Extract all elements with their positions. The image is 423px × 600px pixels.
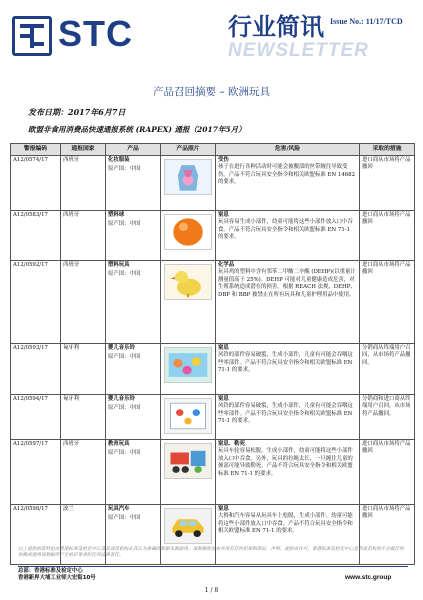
- hazard-cell: [216, 260, 360, 343]
- origin: 原产国：中国: [108, 271, 141, 278]
- photo-cell: [161, 394, 216, 439]
- header-hazard: 危害/风险: [216, 144, 360, 156]
- newsletter-cn-title: 行业简讯: [228, 13, 324, 41]
- footer-address: [18, 568, 96, 583]
- measure: 分销商和进口商从终端用户召回，从市场将产品撤回。: [360, 394, 415, 439]
- alert-code: A12/0593/17: [11, 343, 61, 394]
- product-name: 玩具汽车: [108, 505, 130, 512]
- hazard-cell: [216, 210, 360, 260]
- country: 西班牙: [61, 260, 106, 343]
- hazard-cell: [216, 155, 360, 210]
- product-name: 塑料球: [108, 211, 125, 218]
- country: 匈牙利: [61, 343, 106, 394]
- product-cell: [106, 439, 161, 504]
- table-row: [11, 260, 415, 343]
- hazard-description: 孩子在进行各种活动时可能会被腰部的丝带缠住导致受伤。产品不符合玩具安全指令和相关欧盟标准 EN 14682 的要求。: [218, 164, 356, 186]
- country: 西班牙: [61, 210, 106, 260]
- hazard-type: 窒息: [218, 344, 229, 351]
- alert-code: A12/0594/17: [11, 394, 61, 439]
- musical-mobile-photo: [164, 398, 212, 434]
- measure: 进口商从市场将产品撤回: [360, 504, 415, 564]
- country: 波兰: [61, 504, 106, 564]
- table-row: [11, 394, 415, 439]
- product-cell: [106, 210, 161, 260]
- product-cell: [106, 260, 161, 343]
- hazard-type: 化学品: [218, 261, 235, 268]
- header-measure: 采取的措施: [360, 144, 415, 156]
- hazard-type: 窒息: [218, 505, 229, 512]
- header-alert-code: 警报编码: [11, 144, 61, 156]
- origin: 原产国：中国: [108, 221, 141, 228]
- hazard-description: 大拇和汽车容易从玩具车上松脱，生成小部件，幼童可能将这些小部件放入口中吞食。产品不符合玩具安全指令和相关欧盟标准 EN 71-1 的要求。: [218, 513, 353, 535]
- alert-code: A12/0598/17: [11, 504, 61, 564]
- costume-photo: [164, 159, 212, 195]
- alert-code: A12/0583/17: [11, 210, 61, 260]
- issue-number: Issue No.: 11/17/TCD: [330, 17, 403, 26]
- educational-toy-photo: [164, 443, 212, 479]
- table-header-row: [11, 144, 415, 156]
- footer-street: 香港新界大埔工业邨大宏街10号: [18, 575, 96, 582]
- recall-table: [10, 143, 415, 565]
- photo-cell: [161, 439, 216, 504]
- hazard-type: 窒息: [218, 211, 229, 218]
- origin: 原产国：中国: [108, 515, 141, 522]
- country: 西班牙: [61, 155, 106, 210]
- page-number: 1 / 8: [204, 587, 219, 594]
- hazard-cell: [216, 343, 360, 394]
- photo-cell: [161, 343, 216, 394]
- photo-cell: [161, 260, 216, 343]
- table-row: [11, 155, 415, 210]
- origin: 原产国：中国: [108, 405, 141, 412]
- alert-code: A12/0592/17: [11, 260, 61, 343]
- alert-code: A12/0597/17: [11, 439, 61, 504]
- alert-code: A12/0574/17: [11, 155, 61, 210]
- origin: 原产国：中国: [108, 354, 141, 361]
- hazard-type: 窒息、勒死: [218, 440, 245, 447]
- table-row: [11, 343, 415, 394]
- measure: 进口商从市场将产品撤回: [360, 439, 415, 504]
- photo-cell: [161, 210, 216, 260]
- footer-divider: [18, 566, 408, 567]
- hazard-cell: [216, 439, 360, 504]
- product-cell: [106, 394, 161, 439]
- hazard-description: 玩具鸡的塑料中含有邻苯二甲酸二辛酯 (DEHP)(以重量计测量值高于 25%)。DEHP 可能对儿童健康造成危害，对生殖系统造成潜在的损害。根据 REACH 法规，DEHP、DBP 和 BBP 被禁止在所有玩具和儿童护理用品中使用。: [218, 269, 356, 298]
- measure: 分销商从终端用户召回，从市场将产品撤回。: [360, 343, 415, 394]
- table-row: [11, 210, 415, 260]
- header-country: 通报国家: [61, 144, 106, 156]
- product-name: 婴儿音乐铃: [108, 395, 135, 402]
- hazard-type: 窒息: [218, 395, 229, 402]
- hazard-description: 玩具车轮容易松脱，生成小部件，幼童可能将这些小部件放入口中吞食。另外，玩具的拉绳太长，一旦缠住儿童的颈部可能导致勒死。产品不符合玩具安全指令和相关欧盟标准 EN 71-1 的要求。: [218, 448, 353, 477]
- page-title: 产品召回摘要 – 欧洲玩具: [153, 86, 270, 98]
- ball-photo: [164, 214, 212, 250]
- country: 西班牙: [61, 439, 106, 504]
- newsletter-header: [0, 0, 423, 66]
- hazard-type: 受伤: [218, 156, 229, 163]
- rapex-subtitle: 欧盟非食用消费品快速通报系统 (RAPEX) 通报（2017年5月）: [28, 125, 246, 134]
- table-row: [11, 439, 415, 504]
- header-product: 产品: [106, 144, 161, 156]
- measure: 进口商从市场将产品撤回: [360, 210, 415, 260]
- disclaimer: 以上提供的资料是由香港标准及检定中心及其成员机构从其认为准确的数据来源取得。该数据的发布并没有任何担保和保证，声明、提供或许可。香港标准及检定中心及其成员机构不会就任何依赖或使用该数据所产生的后果承担任何法律责任。: [18, 547, 404, 559]
- product-name: 婴儿音乐铃: [108, 344, 135, 351]
- header-photo: 产品照片: [161, 144, 216, 156]
- toy-car-photo: [164, 508, 212, 544]
- product-cell: [106, 155, 161, 210]
- product-name: 教育玩具: [108, 440, 130, 447]
- product-name: 塑料玩具: [108, 261, 130, 268]
- origin: 原产国：中国: [108, 166, 141, 173]
- newsletter-en-title: NEWSLETTER: [228, 40, 369, 61]
- measure: 进口商从市场将产品撤回: [360, 155, 415, 210]
- publish-date: 发布日期：2017年6月7日: [28, 107, 126, 117]
- footer-website[interactable]: www.stc.group: [345, 574, 392, 581]
- brand-name: STC: [58, 13, 133, 54]
- country: 匈牙利: [61, 394, 106, 439]
- stc-logo-icon: [12, 16, 52, 56]
- musical-mobile-photo: [164, 347, 212, 383]
- photo-cell: [161, 155, 216, 210]
- hazard-description: 风铃的部件容易破裂，生成小部件，儿童有可能会吞咽这些零部件。产品不符合玩具安全指令和相关欧盟标准 EN 71-1 的要求。: [218, 352, 353, 374]
- footer-org: 总部：香港标准及检定中心: [18, 568, 83, 574]
- origin: 原产国：中国: [108, 450, 141, 457]
- hazard-cell: [216, 394, 360, 439]
- toy-chicken-photo: [164, 264, 212, 300]
- hazard-description: 风铃的部件容易破裂，生成小部件，儿童有可能会吞咽这些零部件。产品不符合玩具安全指令和相关欧盟标准 EN 71-1 的要求。: [218, 403, 353, 425]
- hazard-description: 玩具容易生成小部件，幼童可能将这些小部件放入口中吞食。产品不符合玩具安全指令和相关欧盟标准 EN 71-1 的要求。: [218, 219, 353, 241]
- product-cell: [106, 343, 161, 394]
- product-name: 化妆服装: [108, 156, 130, 163]
- measure: 进口商从市场将产品撤回: [360, 260, 415, 343]
